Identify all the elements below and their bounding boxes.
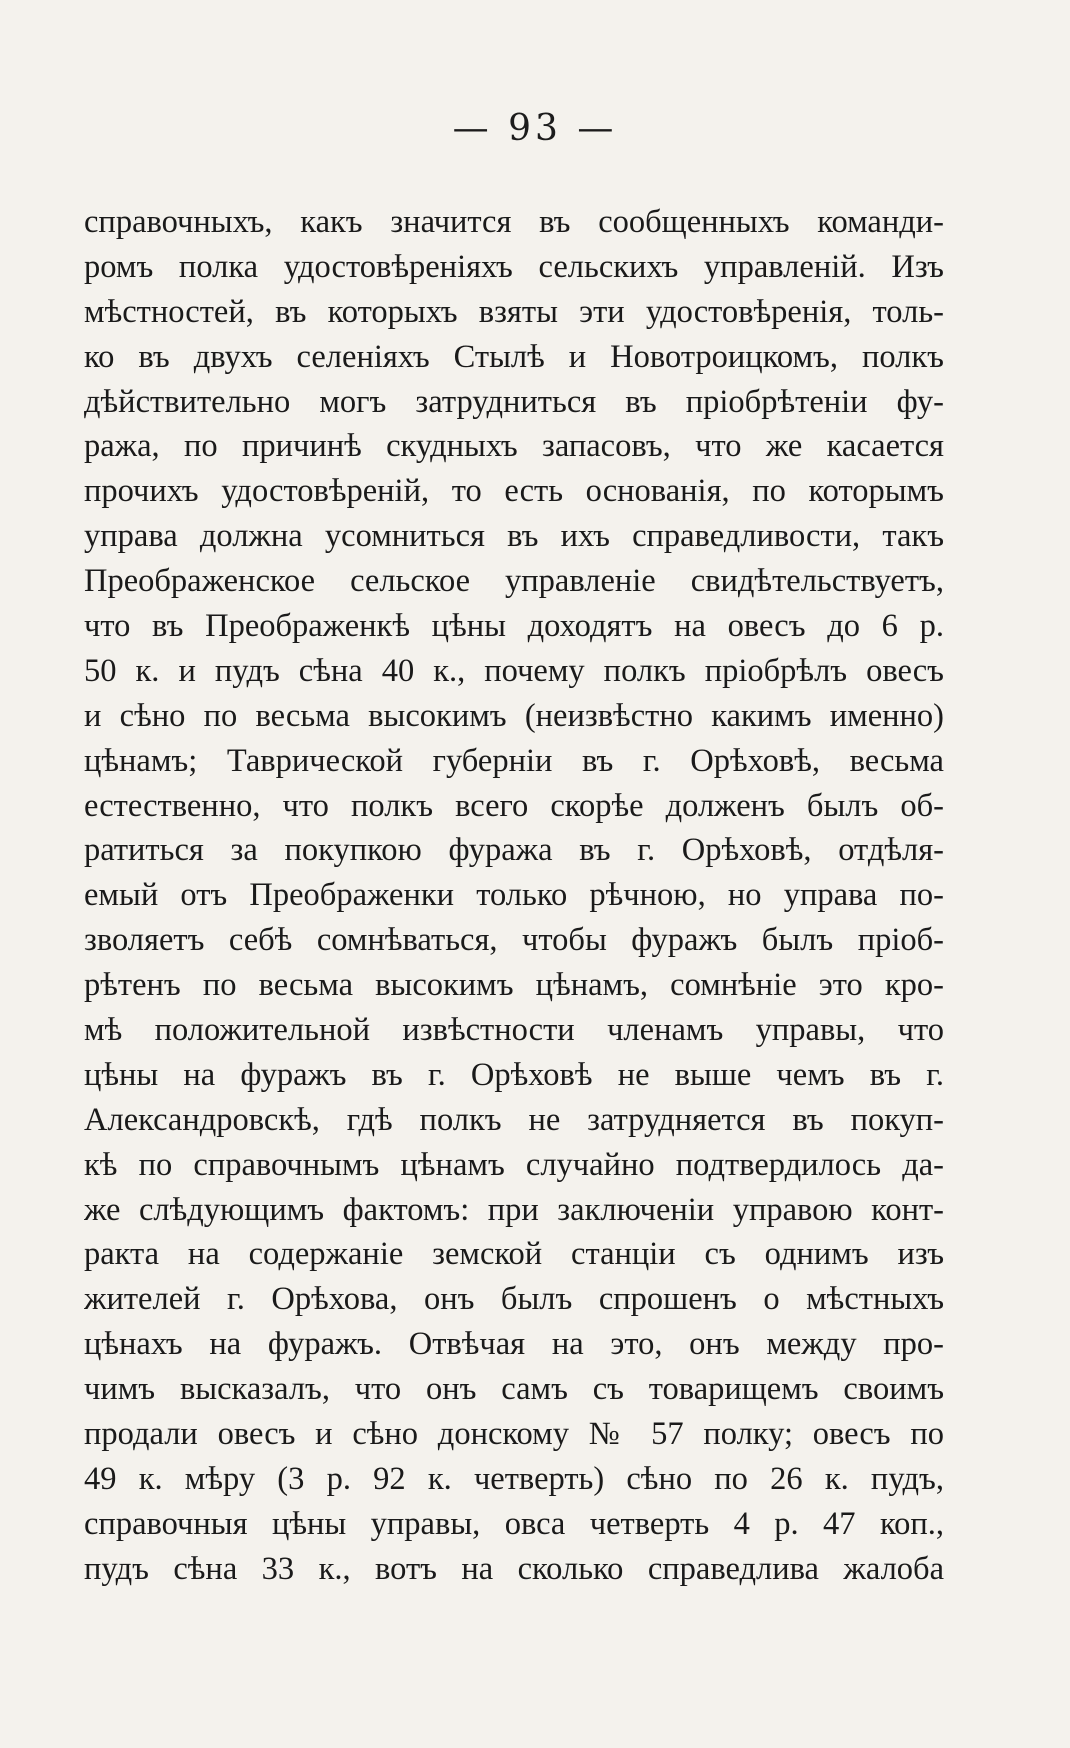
text-line: и сѣно по весьма высокимъ (неизвѣстно какимъ именно) xyxy=(84,697,944,734)
text-line: чимъ высказалъ, что онъ самъ съ товарищемъ своимъ xyxy=(84,1371,944,1408)
text-line: дѣйствительно могъ затрудниться въ пріобрѣтеніи фу- xyxy=(84,383,944,420)
text-line: кѣ по справочнымъ цѣнамъ случайно подтвердилось да- xyxy=(84,1146,944,1183)
page-number: — 93 — xyxy=(452,108,618,149)
text-line: ромъ полка удостовѣреніяхъ сельскихъ управленій. Изъ xyxy=(84,248,944,285)
text-line: управа должна усомниться въ ихъ справедливости, такъ xyxy=(84,518,944,555)
text-line: Александровскѣ, гдѣ полкъ не затрудняется въ покуп- xyxy=(84,1101,944,1138)
text-line: зволяетъ себѣ сомнѣваться, чтобы фуражъ былъ пріоб- xyxy=(84,922,944,959)
body-text xyxy=(84,200,944,1592)
text-line: ратиться за покупкою фуража въ г. Орѣховѣ, отдѣля- xyxy=(84,832,944,869)
text-line: же слѣдующимъ фактомъ: при заключеніи управою конт- xyxy=(84,1191,944,1228)
text-line: рѣтенъ по весьма высокимъ цѣнамъ, сомнѣніе это кро- xyxy=(84,967,944,1004)
text-line: ракта на содержаніе земской станціи съ однимъ изъ xyxy=(84,1236,944,1273)
text-line: жителей г. Орѣхова, онъ былъ спрошенъ о мѣстныхъ xyxy=(84,1281,944,1318)
text-line: справочныхъ, какъ значится въ сообщенныхъ команди- xyxy=(84,204,944,240)
text-line: пудъ сѣна 33 к., вотъ на сколько справедлива жалоба xyxy=(84,1550,944,1587)
text-line: что въ Преображенкѣ цѣны доходятъ на овесъ до 6 р. xyxy=(84,608,944,645)
text-line: ко въ двухъ селеніяхъ Стылѣ и Новотроицкомъ, полкъ xyxy=(84,338,944,375)
text-line: естественно, что полкъ всего скорѣе долженъ былъ об- xyxy=(84,787,944,824)
text-line: продали овесъ и сѣно донскому № 57 полку; овесъ по xyxy=(84,1416,944,1453)
text-line: мѣстностей, въ которыхъ взяты эти удостовѣренія, толь- xyxy=(84,293,944,330)
text-line: цѣнахъ на фуражъ. Отвѣчая на это, онъ между про- xyxy=(84,1326,944,1363)
text-line: мѣ положительной извѣстности членамъ управы, что xyxy=(84,1012,944,1049)
text-line: цѣнамъ; Таврической губерніи въ г. Орѣховѣ, весьма xyxy=(84,742,944,779)
text-line: справочныя цѣны управы, овса четверть 4 р. 47 коп., xyxy=(84,1505,944,1542)
text-line: емый отъ Преображенки только рѣчною, но управа по- xyxy=(84,877,944,914)
text-line: 49 к. мѣру (3 р. 92 к. четверть) сѣно по 26 к. пудъ, xyxy=(84,1460,944,1497)
text-line: 50 к. и пудъ сѣна 40 к., почему полкъ пріобрѣлъ овесъ xyxy=(84,652,944,689)
text-line: Преображенское сельское управленіе свидѣтельствуетъ, xyxy=(84,563,944,600)
text-line: прочихъ удостовѣреній, то есть основанія, по которымъ xyxy=(84,473,944,510)
text-line: цѣны на фуражъ въ г. Орѣховѣ не выше чемъ въ г. xyxy=(84,1056,944,1093)
text-line: ража, по причинѣ скудныхъ запасовъ, что же касается xyxy=(84,428,944,465)
